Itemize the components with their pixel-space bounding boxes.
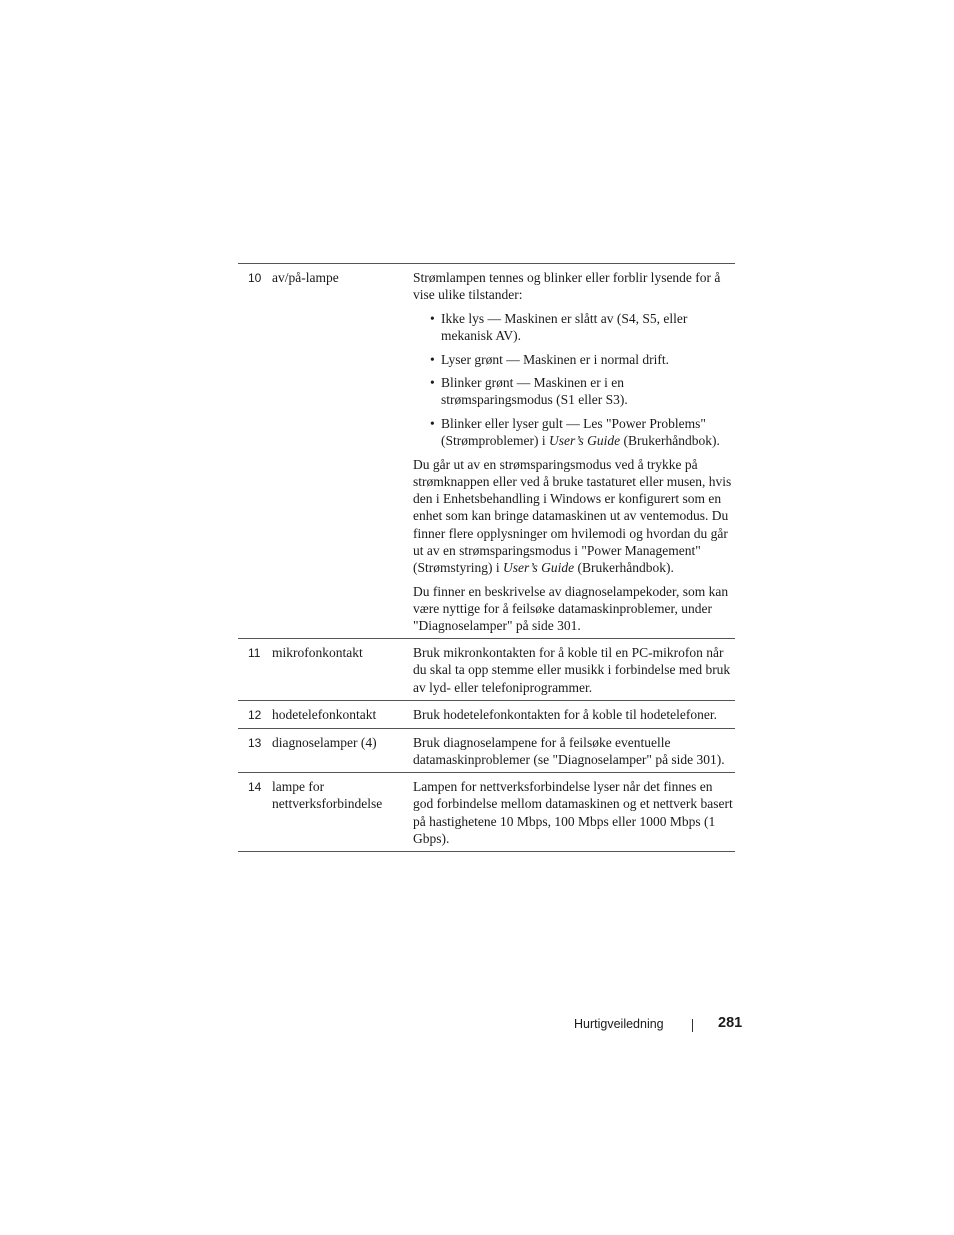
table-row [238, 729, 735, 773]
list-item: • Ikke lys — Maskinen er slått av (S4, S5, eller mekanisk AV). [430, 310, 733, 344]
item-name: diagnoselamper (4) [272, 734, 377, 750]
table-row [238, 639, 735, 701]
list-item: • Lyser grønt — Maskinen er i normal drift. [430, 351, 733, 368]
item-number: 12 [248, 707, 262, 722]
item-name: mikrofonkontakt [272, 645, 363, 661]
text-span: Du går ut av en strømsparingsmodus ved å trykke på strømknappen eller ved å bruke tastaturet eller musen, hvis den i Enhetsbehandling i Windows er konfigurert som en enhet som kan bringe datamaskinen ut av ventemodus. Du finner flere opplysninger om hvilemodi og hvordan du går ut av en strømsparingsmodus i "Power Management" (Strømstyring) i [413, 456, 732, 575]
page-number: 281 [718, 1015, 743, 1031]
footer-title: Hurtigveiledning [574, 1017, 664, 1031]
description-paragraph: Du finner en beskrivelse av diagnoselampekoder, som kan være nyttige for å feilsøke datamaskinproblemer, under "Diagnoselamper" på side 301. [413, 583, 729, 634]
description-paragraph: Lampen for nettverksforbindelse lyser når det finnes en god forbindelse mellom datamaskinen og et nettverk basert på hastighetene 10 Mbps, 100 Mbps eller 1000 Mbps (1 Gbps). [413, 779, 733, 846]
description-intro: Strømlampen tennes og blinker eller forblir lysende for å vise ulike tilstander: [413, 270, 721, 303]
item-number: 11 [248, 646, 261, 661]
list-item [430, 415, 733, 449]
item-description [413, 269, 735, 634]
item-name: hodetelefonkontakt [272, 706, 377, 722]
item-number: 14 [248, 780, 262, 795]
list-item: • Blinker grønt — Maskinen er i en strømsparingsmodus (S1 eller S3). [430, 374, 733, 408]
footer-divider [692, 1019, 693, 1032]
item-name: lampe for nettverksforbindelse [272, 779, 383, 812]
text-span: Blinker eller lyser gult — Les "Power Problems" (Strømproblemer) i [441, 415, 706, 449]
description-paragraph: Bruk hodetelefonkontakten for å koble til hodetelefoner. [413, 706, 718, 722]
table-row [238, 701, 735, 729]
state-list [413, 310, 733, 449]
table-row [238, 773, 735, 852]
description-paragraph [413, 456, 733, 576]
item-description [413, 778, 735, 847]
guide-title: User’s Guide [503, 559, 575, 575]
guide-title: User’s Guide [548, 433, 621, 449]
text-span: (Brukerhåndbok). [574, 559, 674, 575]
description-paragraph: Bruk mikronkontakten for å koble til en PC-mikrofon når du skal ta opp stemme eller musikk i forbindelse med bruk av lyd- eller telefoniprogrammer. [413, 645, 731, 695]
page-footer [560, 1014, 743, 1036]
item-number: 10 [248, 271, 262, 285]
item-description [413, 706, 735, 724]
table-row [238, 264, 735, 639]
item-description [413, 734, 735, 768]
description-paragraph: Bruk diagnoselampene for å feilsøke eventuelle datamaskinproblemer (se "Diagnoselamper" på side 301). [413, 734, 725, 768]
component-table [238, 263, 735, 852]
item-number: 13 [248, 735, 262, 750]
text-span: (Brukerhåndbok). [620, 433, 720, 449]
item-name: av/på-lampe [272, 270, 339, 285]
item-description [413, 644, 735, 696]
